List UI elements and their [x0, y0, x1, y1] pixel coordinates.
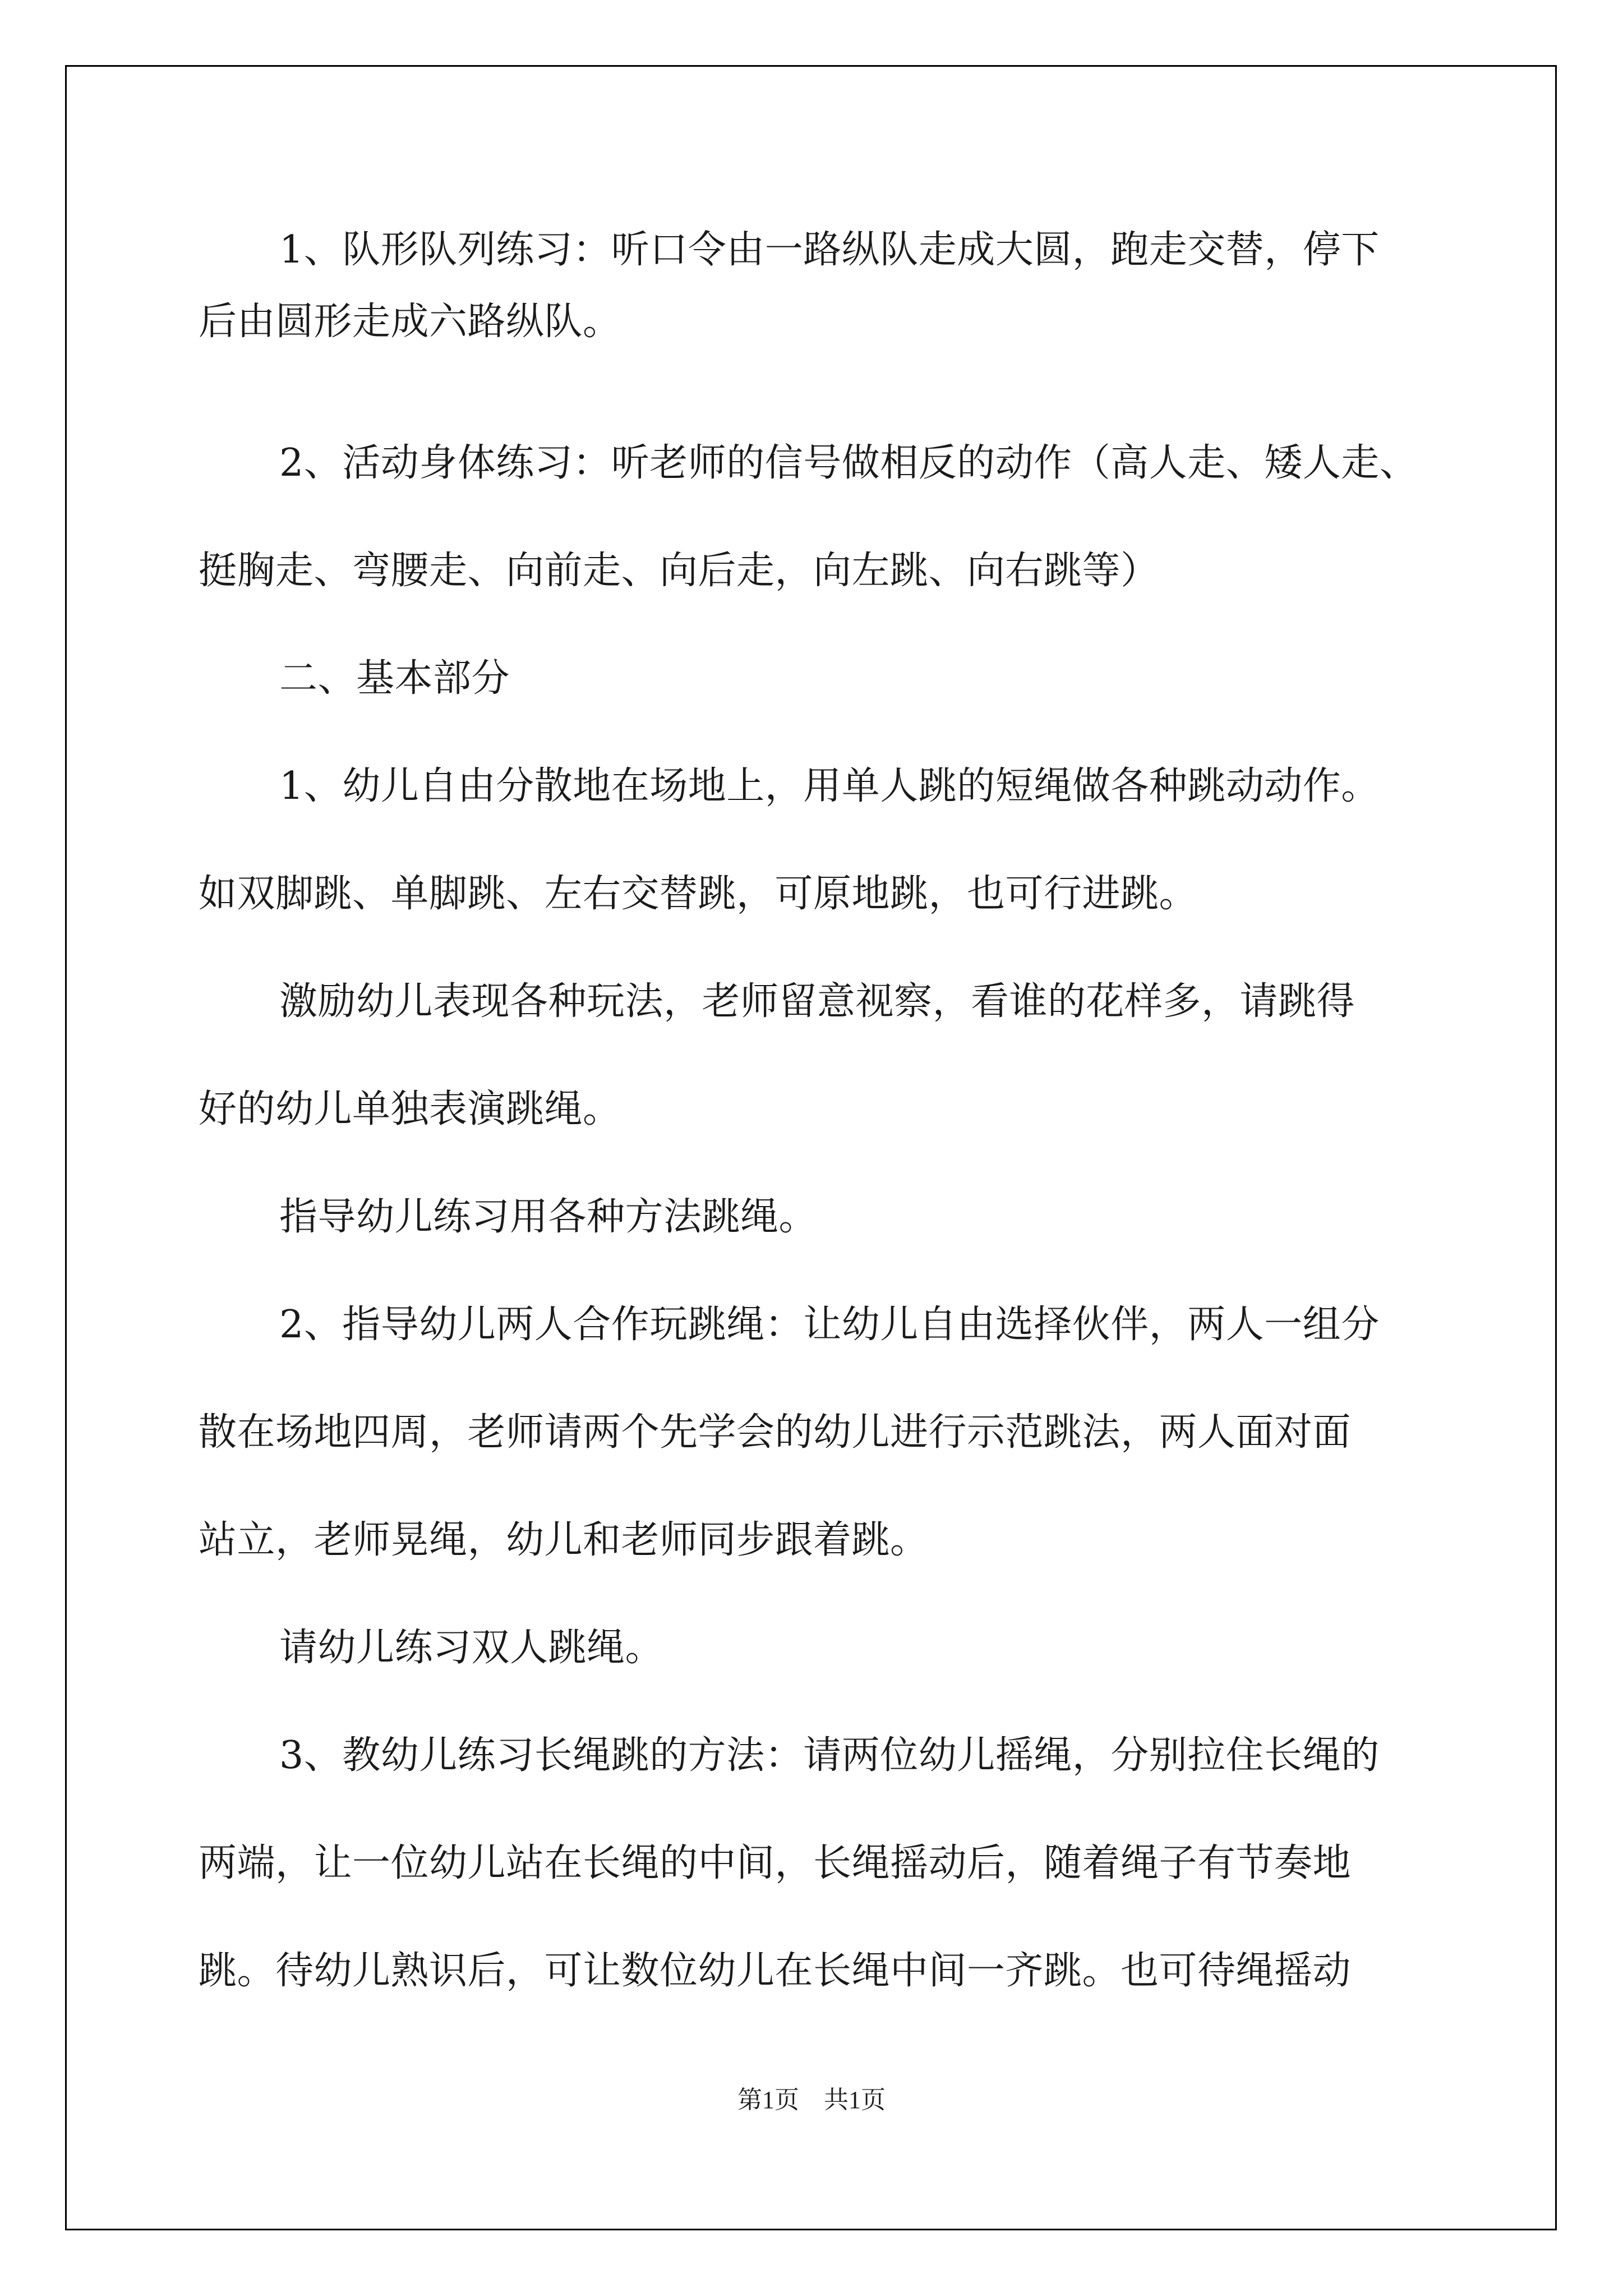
page-frame	[65, 65, 1557, 2230]
paragraph-line: 1、队形队列练习：听口令由一路纵队走成大圆，跑走交替，停下	[279, 228, 1380, 272]
paragraph-line: 如双脚跳、单脚跳、左右交替跳，可原地跳，也可行进跳。	[199, 872, 1198, 916]
paragraph-line: 指导幼儿练习用各种方法跳绳。	[279, 1195, 818, 1239]
paragraph-line: 跳。待幼儿熟识后，可让数位幼儿在长绳中间一齐跳。也可待绳摇动	[199, 1949, 1352, 1993]
paragraph-line: 站立，老师晃绳，幼儿和老师同步跟着跳。	[199, 1518, 929, 1562]
paragraph-line: 请幼儿练习双人跳绳。	[279, 1626, 664, 1670]
paragraph-line: 后由圆形走成六路纵队。	[199, 300, 621, 344]
paragraph-line: 激励幼儿表现各种玩法，老师留意视察，看谁的花样多，请跳得	[279, 979, 1355, 1024]
page-number-footer: 第1页 共1页	[737, 2086, 886, 2114]
paragraph-line: 2、活动身体练习：听老师的信号做相反的动作（高人走、矮人走、	[279, 441, 1418, 485]
paragraph-line: 挺胸走、弯腰走、向前走、向后走，向左跳、向右跳等）	[199, 549, 1159, 593]
paragraph-line: 1、幼儿自由分散地在场地上，用单人跳的短绳做各种跳动动作。	[279, 764, 1380, 808]
paragraph-line: 3、教幼儿练习长绳跳的方法：请两位幼儿摇绳，分别拉住长绳的	[279, 1733, 1380, 1778]
section-heading: 二、基本部分	[279, 656, 510, 701]
paragraph-line: 好的幼儿单独表演跳绳。	[199, 1087, 621, 1131]
paragraph-line: 2、指导幼儿两人合作玩跳绳：让幼儿自由选择伙伴，两人一组分	[279, 1303, 1380, 1347]
paragraph-line: 散在场地四周，老师请两个先学会的幼儿进行示范跳法，两人面对面	[199, 1410, 1352, 1455]
paragraph-line: 两端，让一位幼儿站在长绳的中间，长绳摇动后，随着绳子有节奏地	[199, 1841, 1352, 1885]
